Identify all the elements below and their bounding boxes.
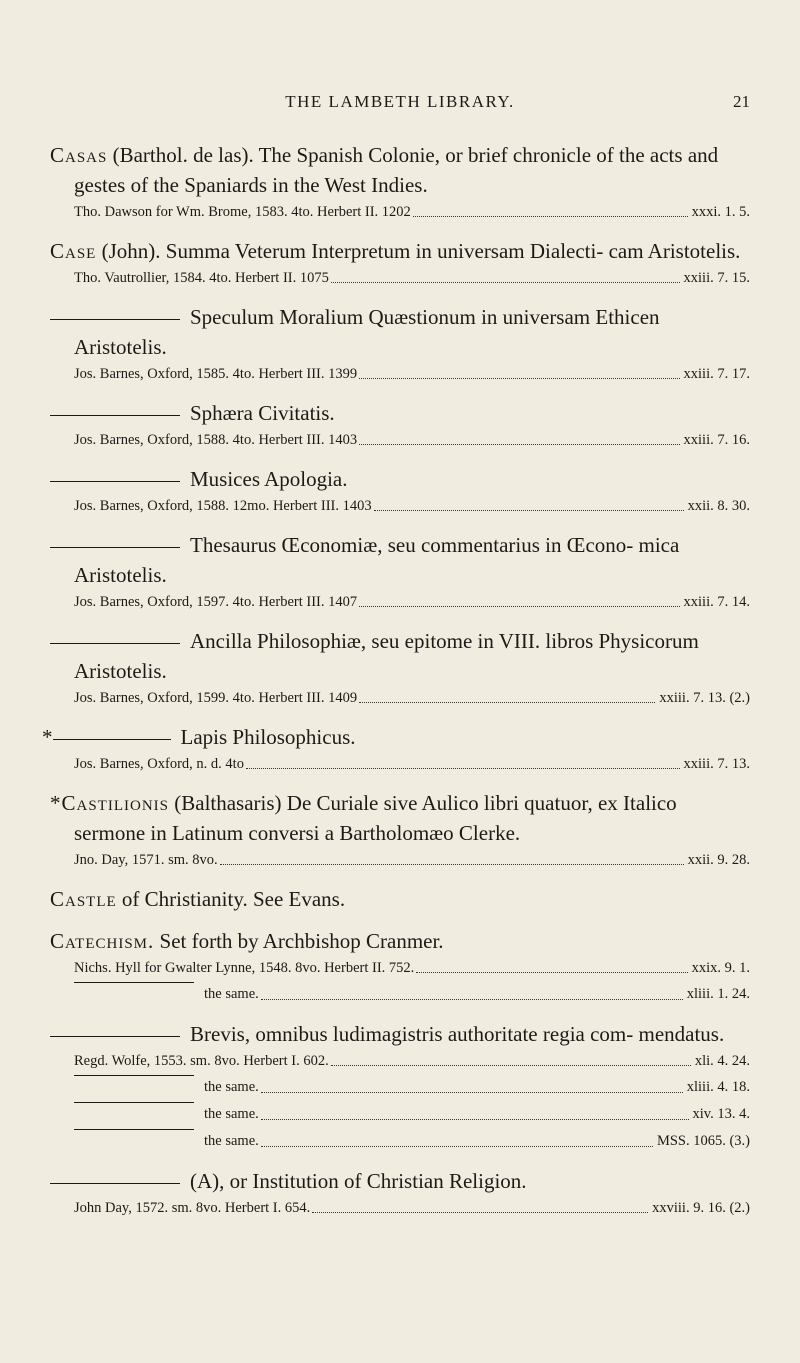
- entry-author: Casas: [50, 143, 108, 167]
- entry-imprint: the same.: [204, 1079, 259, 1095]
- catalogue-entry: [50, 398, 750, 452]
- leader-dots: [331, 1049, 691, 1066]
- entry-title: Sphæra Civitatis.: [190, 401, 335, 425]
- ditto-dash: [50, 415, 180, 416]
- entry-marker: *: [42, 725, 53, 749]
- catalogue-entry: [50, 884, 750, 914]
- entry-imprint: Jos. Barnes, Oxford, 1585. 4to. Herbert III. 1399: [74, 366, 358, 382]
- catalogue-entries: [42, 140, 750, 1232]
- catalogue-entry: [50, 926, 750, 980]
- ditto-dash: [74, 1129, 194, 1154]
- entry-author: Case: [50, 239, 97, 263]
- entry-title: (John). Summa Veterum Interpretum in universam Dialecti- cam Aristotelis.: [96, 239, 741, 263]
- catalogue-entry: [42, 722, 750, 776]
- entry-imprint: Jos. Barnes, Oxford, 1588. 12mo. Herbert III. 1403: [74, 498, 372, 514]
- entry-imprint: Jos. Barnes, Oxford, n. d. 4to: [74, 756, 244, 772]
- leader-dots: [261, 982, 683, 1000]
- entry-shelfmark: xxxi. 1. 5.: [691, 204, 750, 220]
- entry-title: of Christianity. See Evans.: [116, 887, 346, 911]
- ditto-dash: [74, 1102, 194, 1127]
- entry-title: (Balthasaris) De Curiale sive Aulico libri quatuor, ex Italico sermone in Latinum conversi a Bartholomæo Clerke.: [74, 791, 677, 845]
- entry-author: *Castilionis: [50, 791, 169, 815]
- catalogue-entry: [50, 1166, 750, 1220]
- leader-dots: [261, 1129, 653, 1147]
- ditto-dash: [50, 481, 180, 482]
- entry-imprint: Jos. Barnes, Oxford, 1599. 4to. Herbert III. 1409: [74, 690, 358, 706]
- entry-title: Brevis, omnibus ludimagistris authoritate regia com- mendatus.: [190, 1022, 725, 1046]
- entry-imprint: Regd. Wolfe, 1553. sm. 8vo. Herbert I. 602.: [74, 1053, 329, 1069]
- leader-dots: [359, 428, 679, 445]
- ditto-dash: [50, 547, 180, 548]
- ditto-dash: [74, 1075, 194, 1100]
- entry-shelfmark: xliii. 4. 18.: [686, 1079, 750, 1095]
- leader-dots: [359, 362, 679, 379]
- page-number: 21: [733, 92, 750, 111]
- leader-dots: [220, 848, 684, 865]
- entry-author: Catechism.: [50, 929, 155, 953]
- entry-imprint: Jos. Barnes, Oxford, 1597. 4to. Herbert III. 1407: [74, 594, 358, 610]
- catalogue-entry: [50, 626, 750, 710]
- leader-dots: [261, 1075, 683, 1093]
- catalogue-entry: [50, 530, 750, 614]
- entry-shelfmark: xiv. 13. 4.: [692, 1106, 750, 1122]
- entry-title: Thesaurus Œconomiæ, seu commentarius in Œcono- mica Aristotelis.: [74, 533, 680, 587]
- leader-dots: [359, 686, 655, 703]
- entry-shelfmark: xxiii. 7. 17.: [683, 366, 750, 382]
- entry-imprint: the same.: [204, 1133, 259, 1149]
- leader-dots: [416, 956, 687, 973]
- entry-title: Musices Apologia.: [190, 467, 348, 491]
- entry-title: Lapis Philosophicus.: [180, 725, 356, 749]
- entry-imprint: Jos. Barnes, Oxford, 1588. 4to. Herbert III. 1403: [74, 432, 358, 448]
- entry-imprint: John Day, 1572. sm. 8vo. Herbert I. 654.: [74, 1200, 311, 1216]
- catalogue-entry: [50, 788, 750, 872]
- entry-title: Speculum Moralium Quæstionum in universam Ethicen Aristotelis.: [74, 305, 660, 359]
- entry-shelfmark: xxviii. 9. 16. (2.): [652, 1200, 750, 1216]
- catalogue-entry: [50, 1129, 750, 1154]
- ditto-dash: [50, 1183, 180, 1184]
- leader-dots: [413, 200, 688, 217]
- entry-shelfmark: MSS. 1065. (3.): [656, 1133, 750, 1149]
- entry-title: Set forth by Archbishop Cranmer.: [154, 929, 444, 953]
- leader-dots: [359, 590, 679, 607]
- entry-shelfmark: xxii. 8. 30.: [687, 498, 750, 514]
- entry-shelfmark: xxiii. 7. 13. (2.): [659, 690, 750, 706]
- catalogue-entry: [50, 982, 750, 1007]
- catalogue-entry: [50, 140, 750, 224]
- running-head-title: THE LAMBETH LIBRARY.: [285, 92, 515, 111]
- entry-title: (Barthol. de las). The Spanish Colonie, or brief chronicle of the acts and gestes of the Spaniards in the West Indies.: [74, 143, 719, 197]
- leader-dots: [246, 752, 680, 769]
- leader-dots: [312, 1196, 648, 1213]
- ditto-dash: [74, 982, 194, 1007]
- running-head: [0, 92, 800, 120]
- entry-imprint: Nichs. Hyll for Gwalter Lynne, 1548. 8vo. Herbert II. 752.: [74, 960, 415, 976]
- ditto-dash: [53, 739, 171, 740]
- catalogue-entry: [50, 464, 750, 518]
- entry-imprint: Tho. Vautrollier, 1584. 4to. Herbert II. 1075: [74, 270, 329, 286]
- ditto-dash: [50, 643, 180, 644]
- leader-dots: [374, 494, 684, 511]
- catalogue-entry: [50, 302, 750, 386]
- entry-shelfmark: xliii. 1. 24.: [686, 986, 750, 1002]
- entry-shelfmark: xxix. 9. 1.: [691, 960, 750, 976]
- entry-imprint: Jno. Day, 1571. sm. 8vo.: [74, 852, 218, 868]
- entry-shelfmark: xxii. 9. 28.: [687, 852, 750, 868]
- catalogue-entry: [50, 1075, 750, 1100]
- catalogue-entry: [50, 1102, 750, 1127]
- entry-shelfmark: xxiii. 7. 15.: [683, 270, 750, 286]
- leader-dots: [261, 1102, 689, 1120]
- ditto-dash: [50, 319, 180, 320]
- ditto-dash: [50, 1036, 180, 1037]
- entry-shelfmark: xxiii. 7. 13.: [683, 756, 750, 772]
- entry-imprint: the same.: [204, 986, 259, 1002]
- entry-title: (A), or Institution of Christian Religion.: [190, 1169, 527, 1193]
- catalogue-entry: [50, 1019, 750, 1073]
- entry-title: Ancilla Philosophiæ, seu epitome in VIII. libros Physicorum Aristotelis.: [74, 629, 699, 683]
- catalogue-entry: [50, 236, 750, 290]
- entry-imprint: Tho. Dawson for Wm. Brome, 1583. 4to. Herbert II. 1202: [74, 204, 411, 220]
- entry-imprint: the same.: [204, 1106, 259, 1122]
- entry-author: Castle: [50, 887, 117, 911]
- leader-dots: [331, 266, 680, 283]
- entry-shelfmark: xli. 4. 24.: [694, 1053, 750, 1069]
- entry-shelfmark: xxiii. 7. 14.: [683, 594, 750, 610]
- entry-shelfmark: xxiii. 7. 16.: [683, 432, 750, 448]
